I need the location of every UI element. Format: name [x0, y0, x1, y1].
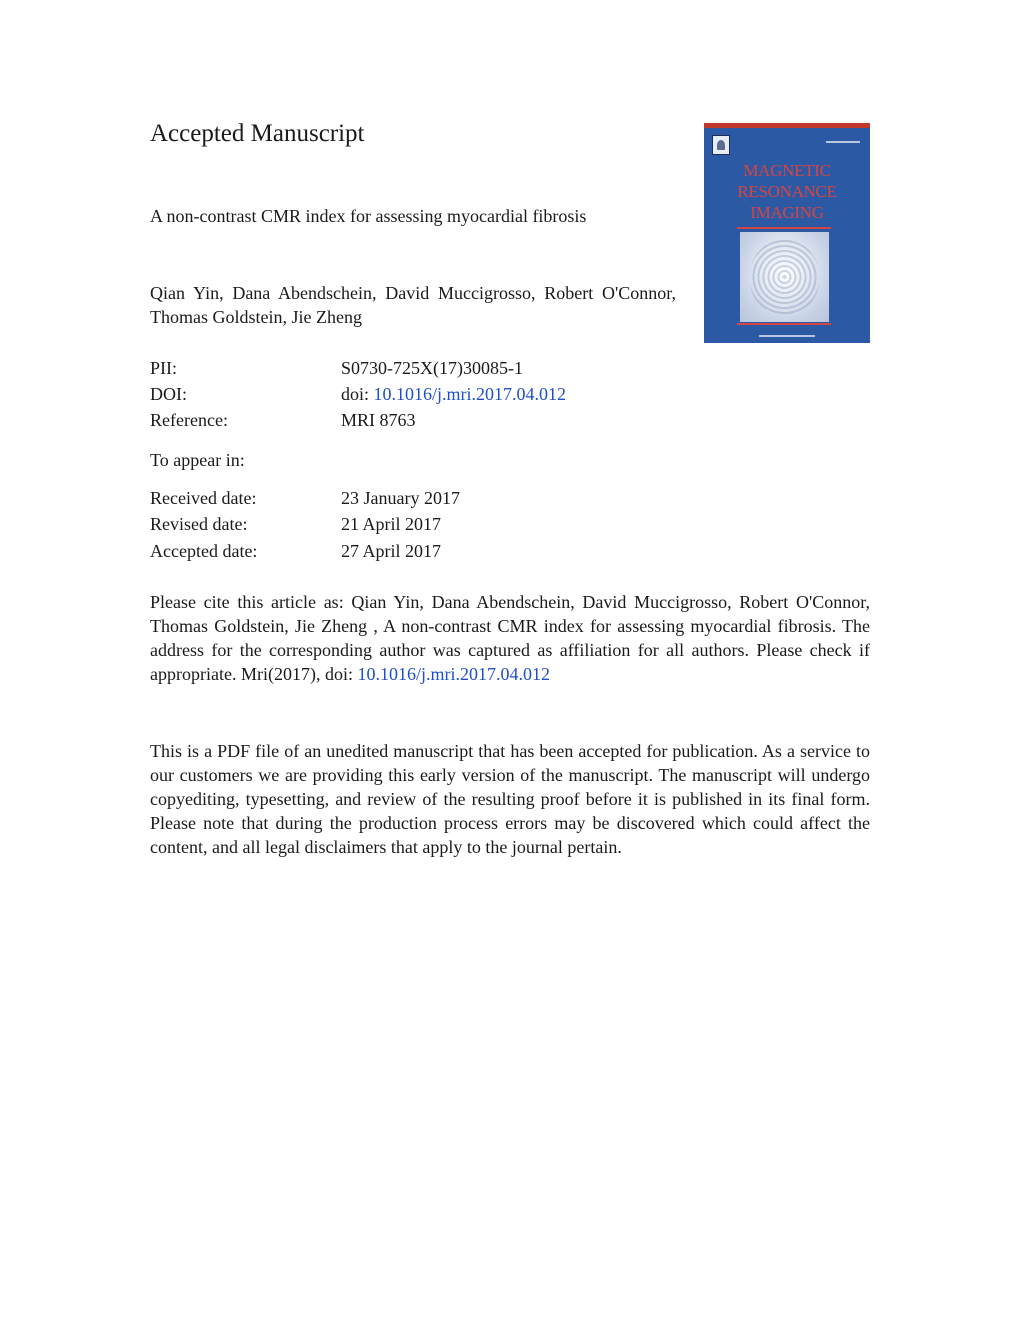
revised-row [150, 511, 441, 537]
reference-value: MRI 8763 [341, 410, 416, 430]
accepted-label: Accepted date: [150, 541, 258, 561]
manuscript-notice: This is a PDF file of an unedited manuscript that has been accepted for publication. As a service to our customers we are providing this early version of the manuscript. The manuscript will undergo copyediting, typesetting, and review of the resulting proof before it is published in its final form. Please note that during the production process errors may be discovered which could affect the content, and all legal disclaimers that apply to the journal pertain. [150, 741, 870, 857]
citation-doi-link[interactable]: 10.1016/j.mri.2017.04.012 [357, 664, 550, 684]
doi-label: DOI: [150, 384, 187, 404]
cover-rule-top [737, 227, 831, 229]
citation-paragraph [150, 590, 870, 686]
cover-footer-line [759, 335, 815, 337]
received-value: 23 January 2017 [341, 488, 460, 508]
cover-brain-image-icon [740, 232, 829, 322]
cover-journal-line-1: MAGNETIC [743, 161, 831, 180]
cover-journal-name [704, 160, 870, 223]
page-heading: Accepted Manuscript [150, 120, 365, 147]
article-title: A non-contrast CMR index for assessing myocardial fibrosis [150, 206, 587, 226]
citation-text: Please cite this article as: Qian Yin, Dana Abendschein, David Muccigrosso, Robert O'Connor, Thomas Goldstein, Jie Zheng , A non-contrast CMR index for assessing myocardial fibrosis. The address for the corresponding author was captured as affiliation for all authors. Please check if appropriate. Mri(2017), doi: [150, 592, 870, 684]
doi-prefix: doi: [341, 384, 374, 404]
article-authors: Qian Yin, Dana Abendschein, David Muccigrosso, Robert O'Connor, Thomas Goldstein, Jie Zheng [150, 283, 676, 327]
publisher-logo-icon [712, 135, 730, 155]
cover-issue-line [826, 141, 860, 143]
appear-label: To appear in: [150, 450, 245, 470]
cover-journal-line-3: IMAGING [750, 203, 824, 222]
received-row [150, 485, 460, 511]
received-label: Received date: [150, 488, 257, 508]
journal-cover-image [704, 123, 870, 343]
pii-value: S0730-725X(17)30085-1 [341, 358, 523, 378]
pii-row [150, 355, 523, 381]
doi-link[interactable]: 10.1016/j.mri.2017.04.012 [373, 384, 567, 404]
reference-row [150, 407, 416, 433]
appear-row [150, 447, 245, 473]
revised-label: Revised date: [150, 514, 248, 534]
doi-row [150, 381, 566, 407]
cover-rule-bottom [737, 323, 831, 325]
accepted-value: 27 April 2017 [341, 541, 442, 561]
pii-label: PII: [150, 358, 177, 378]
reference-label: Reference: [150, 410, 228, 430]
cover-top-stripe [704, 123, 870, 128]
accepted-row [150, 538, 441, 564]
cover-journal-line-2: RESONANCE [737, 182, 837, 201]
revised-value: 21 April 2017 [341, 514, 442, 534]
